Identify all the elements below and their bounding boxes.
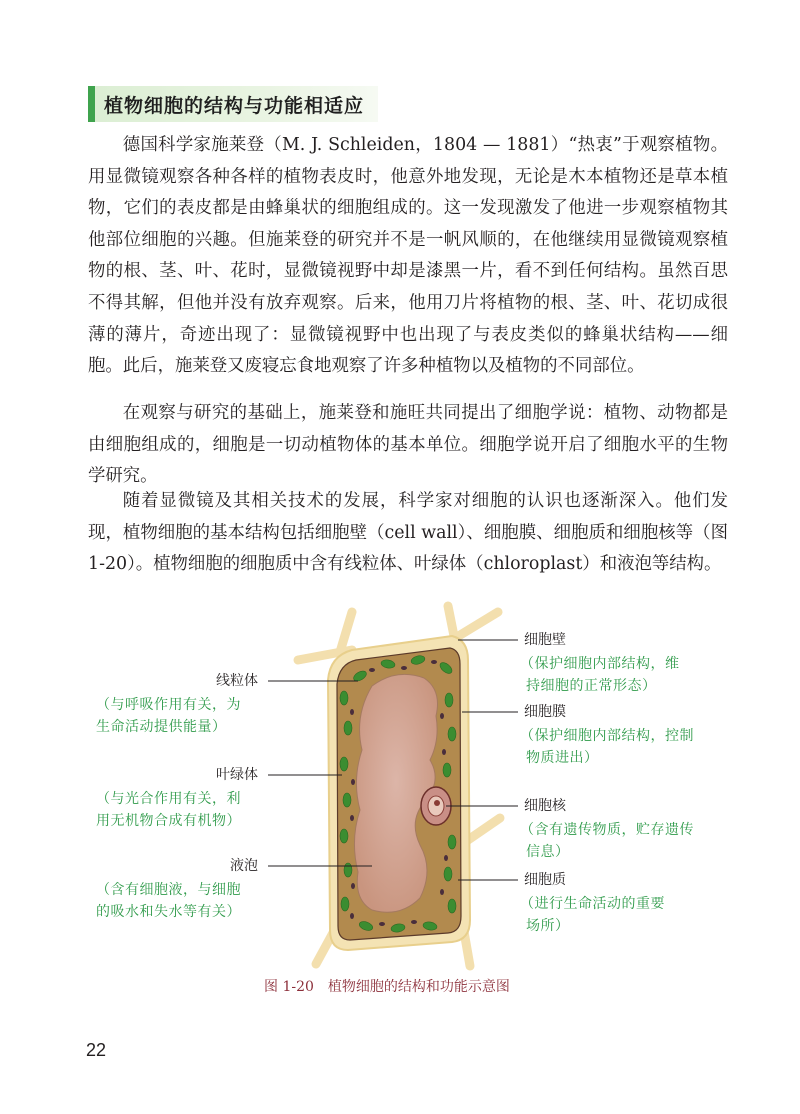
label-chloroplast: 叶绿体 bbox=[216, 767, 258, 783]
desc-chloroplast-line1: （与光合作用有关，利 bbox=[96, 791, 241, 807]
desc-nucleus-line2: 信息） bbox=[526, 844, 570, 860]
paragraph-3: 随着显微镜及其相关技术的发展，科学家对细胞的认识也逐渐深入。他们发现，植物细胞的基本结构包括细胞壁（cell wall）、细胞膜、细胞质和细胞核等（图 1-20）。植物细胞的细胞质中含有线粒体、叶绿体（chloroplast）和液泡等结构。 bbox=[88, 491, 728, 575]
label-cell-wall: 细胞壁 bbox=[524, 632, 566, 648]
desc-vacuole-line1: （含有细胞液，与细胞 bbox=[96, 882, 241, 898]
label-cell-membrane: 细胞膜 bbox=[524, 704, 566, 720]
desc-nucleus-line1: （含有遗传物质，贮存遗传 bbox=[520, 822, 694, 838]
paragraph-2: 在观察与研究的基础上，施莱登和施旺共同提出了细胞学说：植物、动物都是由细胞组成的，细胞是一切动植物体的基本单位。细胞学说开启了细胞水平的生物学研究。 bbox=[88, 403, 728, 487]
label-vacuole: 液泡 bbox=[230, 858, 258, 874]
desc-vacuole-line2: 的吸水和失水等有关） bbox=[96, 904, 241, 920]
label-mitochondria: 线粒体 bbox=[216, 673, 258, 689]
desc-cell-wall-line1: （保护细胞内部结构，维 bbox=[520, 656, 680, 672]
page-number: 22 bbox=[86, 1040, 107, 1060]
desc-mitochondria-line1: （与呼吸作用有关，为 bbox=[96, 697, 241, 713]
desc-cell-membrane-line2: 物质进出） bbox=[526, 750, 599, 766]
desc-cytoplasm-line2: 场所） bbox=[526, 918, 570, 934]
label-cytoplasm: 细胞质 bbox=[524, 872, 566, 888]
label-nucleus: 细胞核 bbox=[524, 798, 566, 814]
desc-cell-membrane-line1: （保护细胞内部结构，控制 bbox=[520, 728, 694, 744]
desc-cell-wall-line2: 持细胞的正常形态） bbox=[526, 678, 657, 694]
desc-chloroplast-line2: 用无机物合成有机物） bbox=[96, 813, 241, 829]
paragraph-1: 德国科学家施莱登（M. J. Schleiden，1804 — 1881）“热衷”于观察植物。用显微镜观察各种各样的植物表皮时，他意外地发现，无论是木本植物还是草本植物，它们的表皮都是由蜂巢状的细胞组成的。这一发现激发了他进一步观察植物其他部位细胞的兴趣。但施莱登的研究并不是一帆风顺的，在他继续用显微镜观察植物的根、茎、叶、花时，显微镜视野中却是漆黑一片，看不到任何结构。虽然百思不得其解，但他并没有放弃观察。后来，他用刀片将植物的根、茎、叶、花切成很薄的薄片，奇迹出现了：显微镜视野中也出现了与表皮类似的蜂巢状结构——细胞。此后，施莱登又废寝忘食地观察了许多种植物以及植物的不同部位。 bbox=[88, 135, 728, 377]
section-title: 植物细胞的结构与功能相适应 bbox=[104, 95, 365, 117]
desc-cytoplasm-line1: （进行生命活动的重要 bbox=[520, 896, 665, 912]
figure-caption: 图 1-20 植物细胞的结构和功能示意图 bbox=[264, 979, 510, 995]
desc-mitochondria-line2: 生命活动提供能量） bbox=[96, 719, 227, 735]
